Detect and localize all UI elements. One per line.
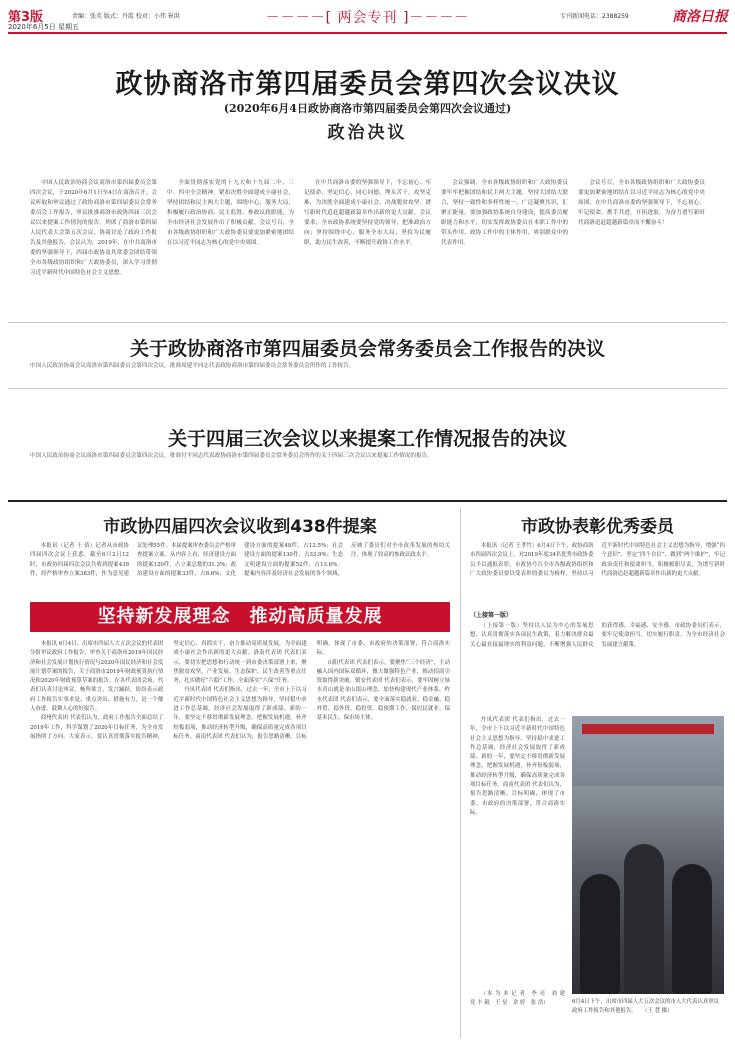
section-rule bbox=[8, 500, 727, 502]
report2-headline: 关于四届三次会议以来提案工作情况报告的决议 bbox=[167, 428, 567, 450]
news-hotline: 专刊新闻电话：2388259 bbox=[560, 13, 629, 20]
photo-person bbox=[624, 844, 664, 994]
essay-body bbox=[30, 640, 450, 1035]
award-body bbox=[470, 542, 725, 602]
continued-body bbox=[470, 622, 725, 712]
photo-banner bbox=[582, 724, 714, 734]
continued-paragraph: （上接第一版）坚持以人民为中心的发展思想，认真贯彻落实各项民生政策，着力解决群众最关心最直接最现实的利益问题，不断增强人民群众的获得感、幸福感、安全感。市政协委员们表示，要牢记使命担当，切实履行职责，为全市经济社会发展建言献策。 bbox=[470, 623, 725, 648]
main-headline: 政协商洛市第四届委员会第四次会议决议 bbox=[115, 69, 620, 100]
resolution-column bbox=[304, 178, 431, 318]
resolution-column bbox=[578, 178, 705, 318]
resolution-heading: 政治决议 bbox=[327, 123, 408, 143]
continued-label: （上接第一版） bbox=[470, 612, 513, 619]
editors-credit: 责编：张英 版式：丹霞 校对：小伟 崔洪 bbox=[72, 13, 180, 20]
resolution-columns bbox=[30, 178, 705, 318]
side-column bbox=[470, 716, 565, 986]
section-title: －－－－[ 两会专刊 ]－－－－ bbox=[265, 10, 470, 26]
report1-headline: 关于政协商洛市第四届委员会常务委员会工作报告的决议 bbox=[129, 338, 605, 360]
resolution-column bbox=[441, 178, 568, 318]
resolution-paragraph: 会议号召，全市各级政协组织和广大政协委员要更加紧密地团结在以习近平同志为核心的党中央周围，在中共商洛市委的坚强领导下，不忘初心、牢记使命，携手共进，开拓进取，为奋力谱写新时代商洛追赶超越新篇章而不懈奋斗！ bbox=[578, 180, 705, 226]
resolution-paragraph: 全面贯彻落实党的十九大和十九届二中、三中、四中全会精神，紧扣决胜全面建成小康社会，坚持团结和民主两大主题，围绕中心，服务大局，积极履行政治协商、民主监督、参政议政职能，为全市经济社会发展作出了积极贡献。会议号召，全市各级政协组织和广大政协委员要更加紧密地团结在以习近平同志为核心的党中央周围。 bbox=[167, 180, 294, 246]
side-paragraph: 丹凤代表团 代表们指出，过去一年，全市上下以习近平新时代中国特色社会主义思想为指导，坚持稳中求进工作总基调，经济社会发展取得了新成绩。新的一年，要坚定不移贯彻新发展理念，把握发展机遇，补齐短板弱项，推动经济转型升级，确保高质量完成各项目标任务。商南代表团 代表们认为，报告思路清晰、目标明确，体现了市委、市政府的决策部署，符合商洛实际。 bbox=[470, 717, 565, 816]
essay-paragraph: 丹凤代表团 代表们指出，过去一年，全市上下以习近平新时代中国特色社会主义思想为指导，坚持稳中求进工作总基调，经济社会发展取得了新成绩。新的一年，要坚定不移贯彻新发展理念，把握发展机遇，补齐短板弱项，推动经济转型升级，确保高质量完成各项目标任务。商南代表团 代表们认为，报告思路清晰、目标明确，体现了市委、市政府的决策部署，符合商洛实际。 bbox=[173, 641, 450, 740]
byline-text: （本 为 本 记 者 李 亮 刘 建 党 丰 毅 王 星 余 婷 张 浩） bbox=[470, 991, 571, 1007]
award-paragraph: 本报讯（记者 王孝竹）6月4日下午，政协商洛市四届四次会议上，对2019年度34名优秀市政协委员予以通报表彰。市政协号召全市各级政协组织和广大政协委员要以受表彰的委员为榜样，坚持以习近平新时代中国特色社会主义思想为指导，增强“四个意识”、坚定“四个自信”、做到“两个维护”，牢记政治责任和使命担当，积极履职尽责，为谱写新时代商洛追赶超越新篇章作出新的更大贡献。 bbox=[470, 543, 725, 577]
proposals-headline: 市政协四届四次会议收到438件提案 bbox=[103, 517, 377, 537]
essay-paragraph: 山阳代表团 代表们表示，要聚焦“三个经济”，主动融入国内国际双循环，做大做强特色产业，推动招商引资取得新突破。镇安代表团 代表们表示，要牢固树立绿水青山就是金山银山理念，加快构建现代产业体系。柞水代表团 代表们表示，要全面落实稳就业、稳金融、稳外贸、稳外资、稳投资、稳预期工作，保居民就业、保基本民生、保市场主体。 bbox=[316, 659, 450, 722]
essay-paragraph: 本报讯 6月4日，出席市四届人大五次会议的代表团分组审议政府工作报告，审查关于商洛市2019年国民经济和社会发展计划执行情况与2020年国民经济和社会发展计划草案的报告，关于商洛市2019年财政预算执行情况和2020年财政预算草案的报告。在各代表团会场，代表们认真讨论审议，畅所欲言，发言踊跃，纷纷表示政府工作报告实事求是、重点突出、措施有力，是一个催人奋进、鼓舞人心的好报告。 bbox=[30, 641, 164, 713]
photo-person bbox=[580, 874, 620, 994]
photo-caption: 6月4日下午，出席市四届人大五次会议的市人大代表认真审议政府工作报告和其他报告。 （王 慧 摄） bbox=[572, 999, 720, 1014]
resolution-paragraph: 中国人民政治协商会议商洛市第四届委员会第四次会议，于2020年6月1日至4日在商洛召开。会议听取和审议通过了政协商洛市第四届委员会常务委员会工作报告，审议批准商洛市政协四届三次会议以来提案工作情况的报告，列席了商洛市第四届人民代表大会第五次会议，协商讨论了政府工作报告及其他报告。会议认为，2019年，在中共商洛市委的坚强领导下，四届市政协及其常委会团结带领全市各级政协组织和广大政协委员，深入学习贯彻习近平新时代中国特色社会主义思想。 bbox=[30, 180, 157, 276]
newspaper-logo: 商洛日报 bbox=[672, 9, 728, 25]
report2-lead: 中国人民政治协商会议商洛市第四届委员会第四次会议，批准付平同志代表政协商洛市第四届委员会常务委员会所作的关于四届三次会议以来提案工作情况的报告。 bbox=[30, 453, 433, 459]
report1-lead: 中国人民政治协商会议商洛市第四届委员会第四次会议，批准周建平同志代表政协商洛市第四届委员会常务委员会所作的工作报告。 bbox=[30, 363, 355, 369]
resolution-paragraph: 会议强调，全市各级政协组织和广大政协委员要牢牢把握团结和民主两大主题，坚持大团结大联合，坚持一致性和多样性统一，广泛凝聚共识，汇聚正能量。要加强政协系统自身建设，提高委员履职能力和水平，切实发挥政协委员在本职工作中的带头作用、政协工作中的主体作用、界别群众中的代表作用。 bbox=[441, 180, 568, 246]
award-headline: 市政协表彰优秀委员 bbox=[521, 517, 674, 537]
byline bbox=[470, 990, 571, 1030]
masthead bbox=[0, 0, 735, 36]
divider bbox=[8, 388, 727, 389]
essay-paragraph: 商州代表团 代表们认为，政府工作报告全面总结了2019年工作，科学谋划了2020年目标任务，为全市发展指明了方向。大家表示，要认真贯彻落实报告精神，坚定信心、真抓实干，奋力推动高质量发展，为全面建成小康社会作出新的更大贡献。洛南代表团 代表们表示，要切实把思想和行动统一到市委决策部署上来，聚焦脱贫攻坚、产业发展、生态保护、民生改善等重点任务，扎实做好“六稳”工作，全面落实“六保”任务。 bbox=[30, 641, 307, 740]
proposals-paragraph: 本报讯（记者 王 倩）记者从市政协四届四次会议上获悉，截至6月2日12时，市政协四届四次会议共收到提案438件，经严格审查立案383件，作为意见建议处理55件。本届提案审查委员会严格审查提案立案。从内容上看，经济建设方面的提案120件，占立案总数的31.3%；政治建设方面的提案33件，占8.6%；文化建设方面的提案48件，占12.5%；社会建设方面的提案130件，占33.9%；生态文明建设方面的提案52件，占13.6%。提案内容涉及经济社会发展的各个领域，反映了委员们对全市改革发展的热切关注，体现了较高的参政议政水平。 bbox=[30, 543, 450, 577]
column-divider bbox=[460, 508, 461, 1038]
resolution-column bbox=[30, 178, 157, 318]
meeting-photo bbox=[572, 716, 724, 994]
resolution-paragraph: 在中共商洛市委的坚强领导下，不忘初心、牢记使命，坚定信心、同心同德，埋头苦干、攻坚克难，为决胜全面建成小康社会、决战脱贫攻坚、谱写新时代追赶超越新篇章作出新的更大贡献。会议要求，全市政协系统要坚持党的领导，把准政治方向；坚持围绕中心，服务全市大局；坚持为民履职，助力民生改善，不断提升政协工作水平。 bbox=[304, 180, 431, 246]
proposals-body bbox=[30, 542, 450, 598]
divider bbox=[8, 322, 727, 323]
main-subtitle: (2020年6月4日政协商洛市第四届委员会第四次会议通过) bbox=[223, 102, 512, 115]
page-number: 第3版 bbox=[8, 10, 44, 25]
section-banner: 坚持新发展理念 推动高质量发展 bbox=[30, 602, 450, 632]
photo-person bbox=[672, 864, 712, 994]
issue-date: 2020年6月5日 星期五 bbox=[8, 23, 79, 31]
masthead-rule bbox=[8, 32, 727, 34]
resolution-column bbox=[167, 178, 294, 318]
